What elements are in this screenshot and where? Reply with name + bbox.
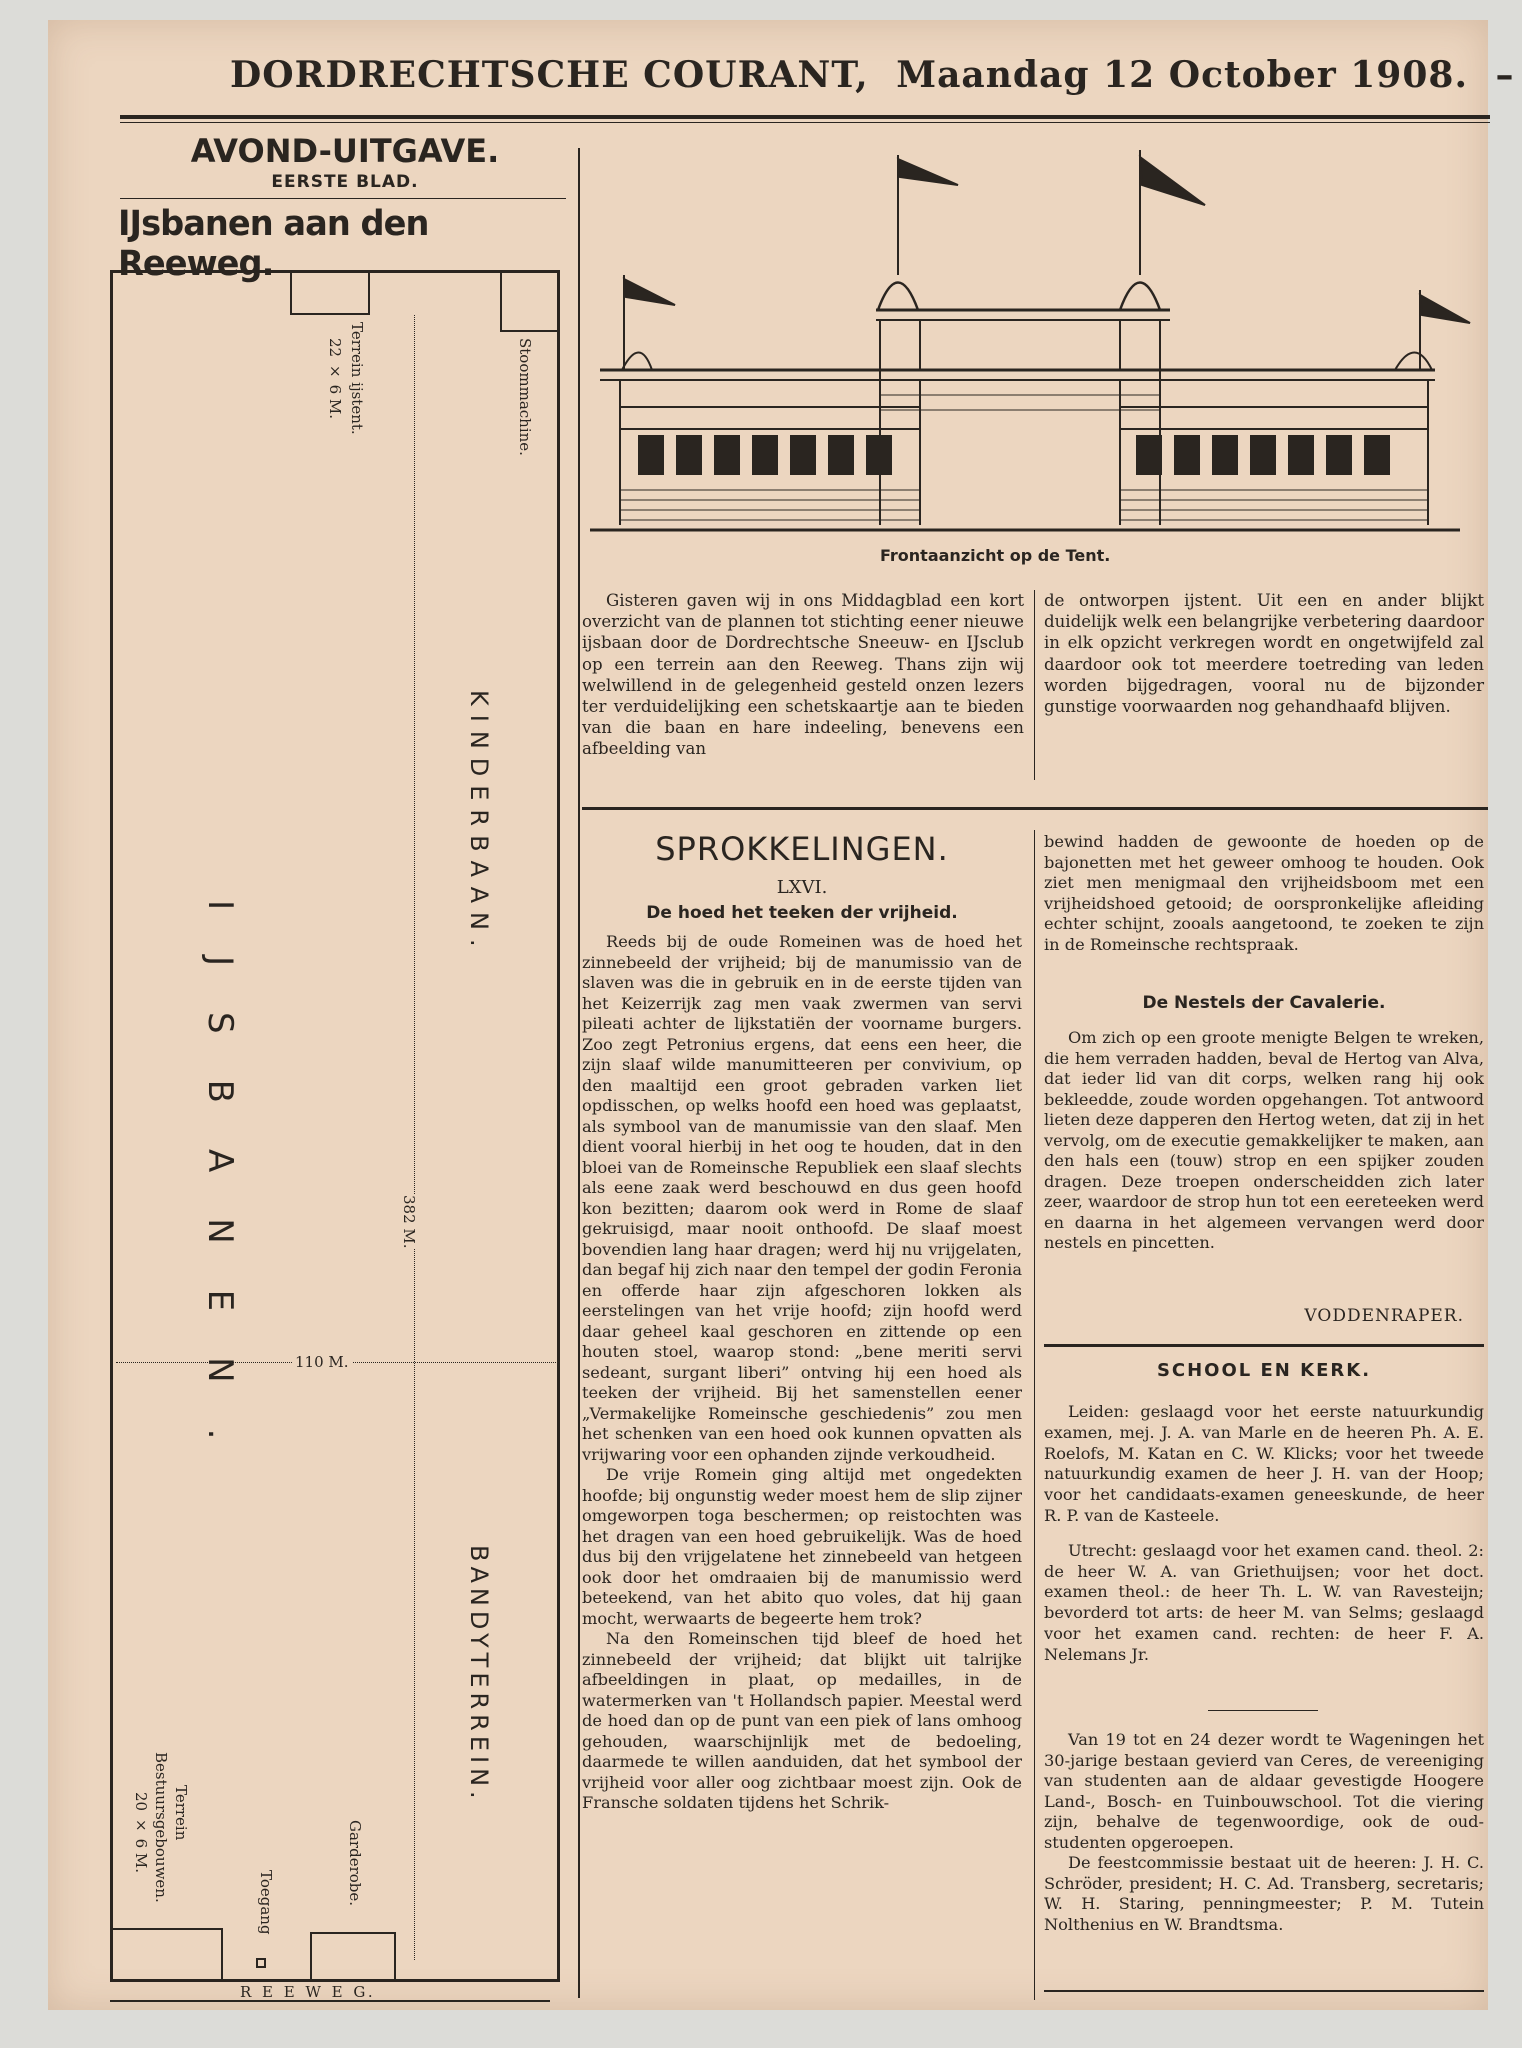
school-paragraph-3: Van 19 tot en 24 dezer wordt te Wageningen het 30-jarige bestaan gevierd van Ceres, de vereeniging van studenten aan de aldaar gevestigde Hoogere Land-, Bosch- en Tuinbouwschool. Tot die viering zijn, behalve de tegenwoordige, ook de oud-studenten opgeroepen. — [1044, 1730, 1484, 1852]
tent-paragraph-2: de ontworpen ijstent. Uit een en ander blijkt duidelijk welk een belangrijke verbetering daardoor in elk opzicht verkregen wordt en ongetwijfeld zal daardoor ook tot meerdere toetreding van leden worden bijgedragen, vooral nu de bijzonder gunstige voorwaarden nog gehandhaafd blijven. — [1044, 591, 1484, 717]
sprokkelingen-paragraph-2: De vrije Romein ging altijd met ongedekten hoofde; bij ongunstig weder moest hem de slip zijner omgeworpen toga beschermen; op reistochten was het dragen van een hoed gebruikelijk. Was de hoed dus bij den vrijgelatene het zinnebeeld van hetgeen ook door het omdraaien bij de manumissio werd beteekend, van het abito quo voles, dat hij gaan mocht, werwaarts de begeerte hem trok? — [582, 1465, 1022, 1628]
label-ijsbanen: IJSBANEN. — [200, 900, 240, 1486]
right-column-divider — [1034, 830, 1035, 2000]
school-paragraph-2: Utrecht: geslaagd voor het examen cand. theol. 2: de heer W. A. van Griethuijsen; voor het doct. examen theol.: de heer Th. L. W. van Ravesteijn; bevorderd tot arts: de heer M. van Selms; geslaagd voor het examen cand. rechten: de heer F. A. Nelemans Jr. — [1044, 1540, 1484, 1664]
sprokkelingen-body — [582, 932, 1022, 1814]
sprokkelingen-continued — [1044, 832, 1484, 955]
label-bestuursgebouwen: Bestuursgebouwen. — [152, 1752, 170, 1903]
bottom-rule — [1044, 1990, 1484, 1992]
edition-subtitle: EERSTE BLAD. — [271, 172, 419, 192]
sprokkelingen-number: LXVI. — [776, 877, 828, 898]
map-box-bestuur — [113, 1928, 223, 1979]
tent-article-col1 — [582, 590, 1024, 760]
school-body-1 — [1044, 1402, 1484, 1666]
label-reeweg: R E E W E G. — [240, 1983, 376, 2001]
tent-caption: Frontaanzicht op de Tent. — [880, 546, 1111, 565]
sprokkelingen-subtitle: De hoed het teeken der vrijheid. — [646, 903, 958, 923]
masthead-rule-thin — [120, 122, 1490, 123]
map-box-stoommachine — [500, 270, 557, 332]
school-paragraph-4: De feestcommissie bestaat uit de heeren: J. H. C. Schröder, president; H. C. Ad. Transberg, secretaris; W. H. Staring, penningmeester; P. M. Tutein Nolthenius en W. Brandtsma. — [1044, 1853, 1484, 1934]
nestels-subtitle: De Nestels der Cavalerie. — [1142, 993, 1386, 1013]
label-toegang: Toegang — [257, 1870, 275, 1935]
tent-illustration — [580, 145, 1480, 545]
sprokkelingen-paragraph-1: Reeds bij de oude Romeinen was de hoed het zinnebeeld der vrijheid; bij de manumissio van de slaven was die in gebruik en in de eerste tijden van het Keizerrijk zag men vaak zwermen van servi pileati achter de lijkstatiën der voorname burgers. Zoo zegt Petronius ergens, dat eens een heer, die zijn slaaf wilde manumitteeren per convivium, op den maaltijd een groot gebraden varken liet opdisschen, op welks hoofd een hoed was geplaatst, als symbool van de manumissie van den slaaf. Men dient vooral hierbij in het oog te houden, dat in den bloei van de Romeinsche Republiek een slaaf slechts als eene zaak werd beschouwd en dus geen hoofd kon bezitten; daarom ook werd in Rome de slaaf gekruisigd, maar nooit onthoofd. De slaaf moest bovendien lang haar dragen; werd hij nu vrijgelaten, dan begaf hij zich naar den tempel der godin Feronia en offerde haar zijn afgeschoren lokken als eerstelingen van het vrije hoofd; zijn hoofd werd daar geheel kaal geschoren en zittende op een houten stoel, waarop stond: „bene meriti servi sedeant, surgant liberi” ontving hij een hoed als teeken der vrijheid. Bij het samenstellen eener „Vermakelijke Romeinsche geschiedenis” zou men het schenken van een hoed ook kunnen opvatten als vrijwaring voor een ophanden zijnde verkoudheid. — [582, 932, 1022, 1464]
signature: VODDENRAPER. — [1304, 1306, 1464, 1326]
map-divider-vertical — [414, 315, 415, 1960]
tent-article-col2 — [1044, 590, 1484, 717]
map-box-garderobe — [310, 1932, 396, 1979]
label-terrein-ijstent: Terrein ijstent. — [348, 322, 366, 435]
edition-title: AVOND-UITGAVE. — [190, 132, 500, 170]
entrance-marker — [256, 1958, 266, 1968]
sprokkelingen-paragraph-3: Na den Romeinschen tijd bleef de hoed het zinnebeeld der vrijheid; dat blijkt uit talrijke afbeeldingen in plaat, op medailles, in de watermerken van 't Hollandsch papier. Meestal werd de hoed dan op de punt van een piek of lans omhoog gehouden, waarschijnlijk met de bedoeling, daarmede te willen aanduiden, dat het symbool der vrijheid voor aller oog zichtbaar moest zijn. Ook de Fransche soldaten tijdens het Schrik- — [582, 1629, 1022, 1812]
map-headline: IJsbanen aan den Reeweg. — [118, 204, 429, 284]
paper-name: DORDRECHTSCHE COURANT, — [230, 54, 869, 96]
issue-date: Maandag 12 October 1908. — [896, 54, 1468, 96]
school-separator — [1208, 1710, 1318, 1711]
label-width: 110 M. — [292, 1353, 352, 1371]
label-garderobe: Garderobe. — [346, 1820, 364, 1907]
school-body-2 — [1044, 1730, 1484, 1935]
nestels-body — [1044, 1028, 1484, 1254]
masthead-dash: – — [1495, 54, 1515, 96]
edition-rule — [120, 198, 566, 199]
masthead-rule — [120, 115, 1490, 119]
school-paragraph-1: Leiden: geslaagd voor het eerste natuurkundig examen, mej. J. A. van Marle en de heeren Ph. A. E. Roelofs, M. Katan en C. W. Klicks; voor het tweede natuurkundig examen de heer J. H. van der Hoop; voor het candidaats-examen geneeskunde, de heer R. P. van de Kasteele. — [1044, 1402, 1484, 1525]
label-bandyterrein: BANDYTERREIN. — [465, 1545, 493, 1804]
label-bestuur-dim: 20 × 6 M. — [132, 1792, 150, 1874]
section-rule — [582, 807, 1488, 810]
map-box-ijstent — [290, 270, 370, 315]
tent-paragraph-1: Gisteren gaven wij in ons Middagblad een kort overzicht van de plannen tot stichting eener nieuwe ijsbaan door de Dordrechtsche Sneeuw- en IJsclub op een terrein aan den Reeweg. Thans zijn wij welwillend in de gelegenheid gesteld onzen lezers ter verduidelijking een schetskaartje aan te bieden van die baan en hare indeeling, benevens een afbeelding van — [582, 591, 1024, 759]
label-kinderbaan: KINDERBAAN. — [465, 690, 493, 956]
label-terrein-ijstent-dim: 22 × 6 M. — [326, 338, 344, 420]
tent-column-divider — [1034, 590, 1035, 780]
masthead — [230, 54, 1515, 96]
nestels-paragraph: Om zich op een groote menigte Belgen te wreken, die hem verraden hadden, beval de Hertog van Alva, dat ieder lid van dit corps, welken rang hij ook bekleedde, zoude worden opgehangen. Tot antwoord lieten deze dapperen den Hertog weten, dat zij in het vervolg, om de executie gemakkelijker te maken, aan den hals een (touw) strop en een spijker zouden dragen. Deze troepen onderscheidden zich later zeer, waardoor de strop hun tot een eereteeken werd en daarna in het algemeen vervangen werd door nestels en pincetten. — [1044, 1028, 1484, 1252]
school-title: SCHOOL EN KERK. — [1156, 1360, 1372, 1381]
label-length: 382 M. — [400, 1195, 418, 1249]
label-stoommachine: Stoommachine. — [516, 338, 534, 456]
sprokkelingen-title: SPROKKELINGEN. — [655, 830, 949, 868]
sprokkelingen-paragraph-4: bewind hadden de gewoonte de hoeden op de bajonetten met het geweer omhoog te houden. Ook ziet men menigmaal den vrijheidsboom met een vrijheidshoed getooid; de oorspronkelijke afleiding echter schijnt, zooals aangetoond, te zoeken te zijn in de Romeinsche rechtspraak. — [1044, 832, 1484, 954]
label-terrein-bottom: Terrein — [172, 1785, 190, 1841]
school-rule — [1044, 1344, 1484, 1347]
